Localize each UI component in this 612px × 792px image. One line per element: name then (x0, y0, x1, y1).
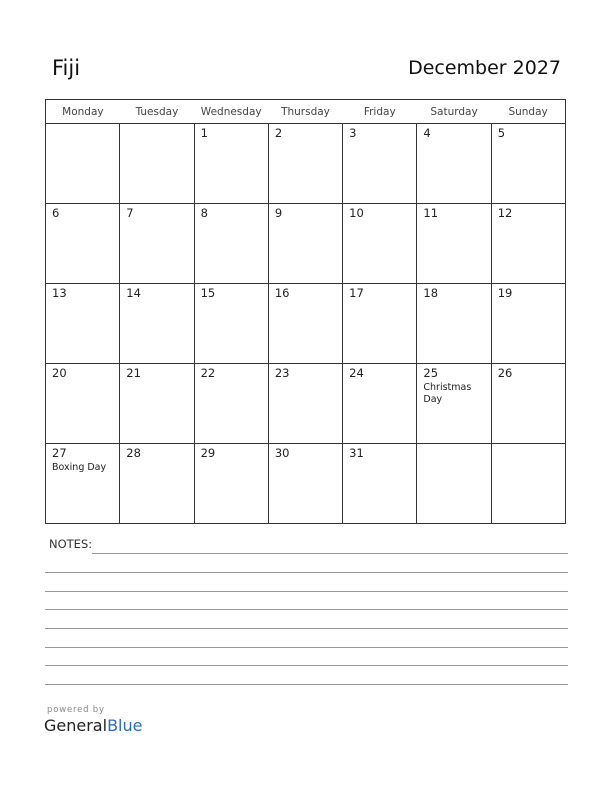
note-line (45, 665, 568, 666)
note-line (45, 572, 568, 573)
day-number: 17 (349, 286, 364, 300)
day-cell (417, 204, 491, 284)
generalblue-logo[interactable] (44, 716, 142, 735)
day-number: 26 (497, 366, 513, 380)
day-cell (491, 284, 565, 364)
weekday-wednesday: Wednesday (194, 100, 268, 124)
day-number: 16 (274, 286, 290, 300)
powered-by-text: powered by (47, 705, 105, 715)
note-line (45, 647, 568, 648)
day-cell (194, 284, 268, 364)
day-cell (194, 124, 268, 204)
day-cell (268, 204, 342, 284)
day-number: 12 (497, 206, 513, 220)
day-number: 27 (52, 446, 67, 460)
day-cell (194, 444, 268, 524)
day-cell (417, 284, 491, 364)
note-line (92, 553, 568, 554)
day-cell (268, 364, 342, 444)
calendar-grid (45, 99, 566, 524)
day-number: 19 (497, 286, 513, 300)
weekday-saturday: Saturday (417, 100, 491, 124)
day-number: 28 (126, 446, 141, 460)
day-cell (417, 444, 491, 524)
day-number: 10 (349, 206, 364, 220)
day-number: 22 (200, 366, 216, 380)
note-line (45, 609, 568, 610)
day-number: 31 (349, 446, 364, 460)
weekday-tuesday: Tuesday (120, 100, 194, 124)
day-cell (46, 444, 120, 524)
day-cell (491, 124, 565, 204)
weekday-monday: Monday (46, 100, 120, 124)
day-cell (268, 124, 342, 204)
day-cell (343, 204, 417, 284)
weekday-friday: Friday (343, 100, 417, 124)
day-cell (343, 364, 417, 444)
day-number: 25 (423, 366, 439, 380)
day-number: 11 (423, 206, 439, 220)
day-number: 21 (126, 366, 141, 380)
day-cell (46, 124, 120, 204)
day-number: 20 (52, 366, 67, 380)
country-title: Fiji (52, 56, 81, 80)
week-row (46, 364, 566, 444)
day-number: 3 (349, 126, 357, 140)
day-cell (343, 284, 417, 364)
day-cell (46, 364, 120, 444)
day-cell (268, 284, 342, 364)
weekday-sunday: Sunday (491, 100, 565, 124)
day-number: 2 (274, 126, 283, 140)
week-row (46, 124, 566, 204)
holiday-label: Boxing Day (52, 462, 107, 473)
day-cell (491, 364, 565, 444)
day-number: 14 (126, 286, 141, 300)
week-row (46, 204, 566, 284)
week-row (46, 444, 566, 524)
day-cell (343, 444, 417, 524)
day-cell (120, 124, 194, 204)
day-cell (46, 204, 120, 284)
day-cell (120, 364, 194, 444)
day-cell (491, 444, 565, 524)
day-number: 4 (423, 126, 431, 140)
day-number: 18 (423, 286, 439, 300)
day-number: 24 (349, 366, 364, 380)
day-number: 6 (52, 206, 60, 220)
weekday-header-row (46, 100, 566, 124)
day-cell (120, 204, 194, 284)
day-cell (417, 124, 491, 204)
day-cell (194, 364, 268, 444)
day-cell (491, 204, 565, 284)
logo-general: General (44, 716, 108, 735)
note-line (45, 628, 568, 629)
day-number: 7 (126, 206, 134, 220)
day-cell (343, 124, 417, 204)
day-number: 23 (274, 366, 290, 380)
weekday-thursday: Thursday (268, 100, 342, 124)
holiday-label: Christmas Day (423, 382, 472, 405)
day-cell (120, 284, 194, 364)
note-line (45, 591, 568, 592)
notes-label: NOTES: (49, 537, 93, 551)
day-number: 5 (497, 126, 506, 140)
note-line (45, 684, 568, 685)
day-cell (268, 444, 342, 524)
day-number: 29 (200, 446, 216, 460)
day-cell (120, 444, 194, 524)
day-number: 1 (200, 126, 208, 140)
day-cell (194, 204, 268, 284)
month-year-title: December 2027 (408, 57, 561, 79)
logo-blue: Blue (107, 716, 143, 735)
day-number: 9 (274, 206, 283, 220)
day-cell (417, 364, 491, 444)
day-number: 8 (200, 206, 208, 220)
day-number: 30 (274, 446, 290, 460)
day-number: 13 (52, 286, 67, 300)
day-number: 15 (200, 286, 216, 300)
week-row (46, 284, 566, 364)
day-cell (46, 284, 120, 364)
